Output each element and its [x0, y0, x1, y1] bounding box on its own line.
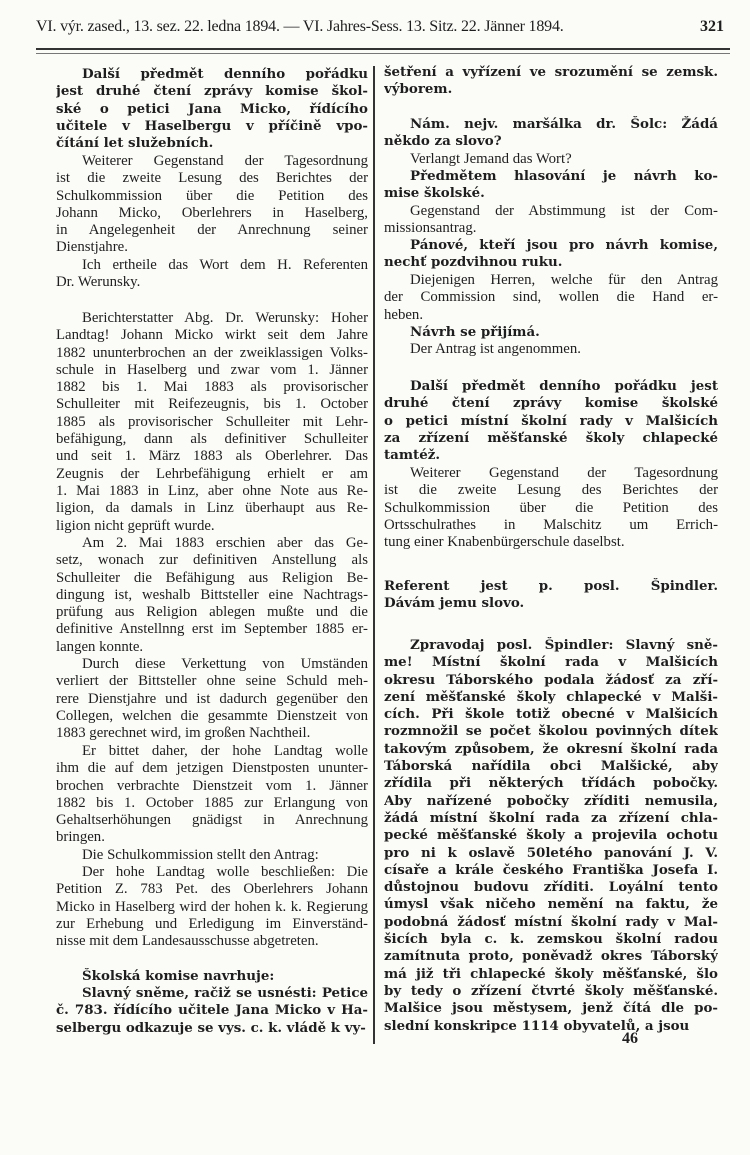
paragraph-vote-subject: [384, 168, 718, 203]
paragraph-committee-motion: [56, 985, 368, 1037]
text-line: rere Dienstjahre und ist dadurch gegenüber den: [56, 690, 368, 707]
text-line: Dr. Werunsky.: [56, 274, 141, 291]
text-line: jest druhé čtení zprávy komise škol-: [56, 83, 368, 100]
paragraph-agenda2-german: [384, 465, 718, 551]
text-line: cích. Při škole totiž obecné v Malšicích: [384, 706, 718, 723]
text-line: Der hohe Landtag wolle beschließen: Die: [82, 864, 368, 880]
text-line: me! Místní školní rada v Malšicích: [384, 654, 718, 671]
text-line: zur Erhebung und Erledigung im Einverständ-: [56, 915, 368, 932]
text-line: nechť pozdvihnou ruku.: [384, 254, 563, 271]
header-rule: [36, 48, 730, 54]
text-line: Petition Z. 783 Pet. des Oberlehrers Johann: [56, 881, 368, 898]
text-line: Zpravodaj posl. Špindler: Slavný sně-: [410, 637, 718, 653]
text-line: Předmětem hlasování je návrh ko-: [410, 168, 718, 184]
text-line: definitive Anstellnng erst im September 1885 er-: [56, 621, 368, 638]
text-line: důstojnou budovu zříditi. Loyální tento: [384, 879, 718, 896]
text-line: Verlangt Jemand das Wort?: [410, 151, 572, 167]
text-line: Gehaltserhöhungen gnädigst in Anrechnung: [56, 812, 368, 829]
text-line: 1882 ununterbrochen an der zweiklassigen Volks-: [56, 344, 368, 361]
paragraph-consequence: [56, 656, 368, 742]
text-line: ligion, da damals in Linz überhaupt aus Re-: [56, 500, 368, 517]
paragraph-vote-subject-german: [384, 203, 718, 238]
text-line: pro ni k oslavě 50letého panování J. V.: [384, 844, 718, 861]
text-line: zamítnuta proto, poněvadž okres Táborský: [384, 948, 718, 965]
text-line: Táborská nařídila obci Malšické, aby: [384, 758, 718, 775]
text-line: Micko in Haselberg wird der hohen k. k. Regierung: [56, 898, 368, 915]
text-line: Schulleiter die Befähigung aus Religion Be-: [56, 569, 368, 586]
text-line: Weiterer Gegenstand der Tagesordnung: [82, 153, 368, 169]
text-line: brochen verbrachte Dienstzeit vom 1. Jänner: [56, 777, 368, 794]
column-divider: [373, 66, 375, 1044]
paragraph-accepted: [384, 324, 718, 341]
text-line: by tedy o zřízení čtvrté školy měšťanské.: [384, 982, 718, 999]
paragraph-agenda-czech: [56, 66, 368, 152]
text-line: čítání let služebních.: [56, 135, 214, 152]
text-line: takovým způsobem, že okresní školní rada: [384, 740, 718, 757]
text-line: ské o petici Jana Micko, řídícího: [56, 100, 368, 117]
text-line: Ortsschulrathes in Malschitz um Errich-: [384, 516, 718, 533]
text-line: učitele v Haselbergu v příčině vpo-: [56, 117, 368, 134]
text-line: Diejenigen Herren, welche für den Antrag: [410, 272, 718, 288]
text-line: šicích byla c. k. zemskou školní radou: [384, 931, 718, 948]
text-line: druhé čtení zprávy komise školské: [384, 395, 718, 412]
text-line: Referent jest p. posl. Špindler.: [384, 578, 718, 594]
text-line: císaře a krále českého Františka Josefa I.: [384, 861, 718, 878]
text-line: pecké měšťanské školy a projevila ochotu: [384, 827, 718, 844]
text-line: der Commission sind, wollen die Hand er-: [384, 289, 718, 306]
text-line: zení měšťanské školy chlapecké v Malši-: [384, 688, 718, 705]
text-line: 1. Mai 1883 in Linz, aber ohne Note aus Re-: [56, 482, 368, 499]
paragraph-agenda-german: [56, 153, 368, 257]
paragraph-raise-hands: [384, 237, 718, 272]
paragraph-committee-proposes: [56, 968, 368, 985]
paragraph-word-given: [56, 257, 368, 292]
text-line: 1883 gerechnet wird, im großen Nachtheil.: [56, 725, 311, 742]
text-line: Durch diese Verkettung von Umständen: [82, 656, 368, 672]
text-line: langen konnte.: [56, 638, 144, 655]
paragraph-marshal: [384, 116, 718, 151]
paragraph-continuation: [384, 64, 718, 99]
text-line: někdo za slovo?: [384, 133, 502, 150]
text-line: Slavný sněme, račiž se usnésti: Petice: [82, 985, 368, 1001]
text-line: Návrh se přijímá.: [410, 324, 540, 340]
paragraph-law: [56, 535, 368, 656]
text-line: verliert der Bittsteller ohne seine Schuld meh-: [56, 673, 368, 690]
text-line: má již tři chlapecké školy měšťanské, šlo: [384, 965, 718, 982]
paragraph-accepted-german: [384, 341, 718, 358]
text-line: nisse mit dem Landesausschusse abgetreten.: [56, 933, 319, 950]
page-number: 321: [700, 18, 724, 35]
text-line: Schulkommission über die Petition des: [56, 187, 368, 204]
text-line: zřídila při některých třídách pobočky.: [384, 775, 718, 792]
text-line: Der Antrag ist angenommen.: [410, 341, 581, 357]
text-line: Die Schulkommission stellt den Antrag:: [82, 847, 319, 863]
text-line: o petici místní školní rady v Malšicích: [384, 412, 718, 429]
text-line: Dávám jemu slovo.: [384, 595, 525, 612]
header-title: VI. výr. zased., 13. sez. 22. ledna 1894. — VI. Jahres-Sess. 13. Sitz. 22. Jänner 1894.: [36, 18, 564, 35]
paragraph-raise-hands-german: [384, 272, 718, 324]
paragraph-request: [56, 743, 368, 847]
text-line: Johann Micko, Oberlehrers in Haselberg,: [56, 204, 368, 221]
text-line: mise školské.: [384, 185, 485, 202]
text-line: ligion nicht geprüft wurde.: [56, 517, 215, 534]
text-line: tung einer Knabenbürgerschule daselbst.: [384, 534, 625, 551]
text-line: 1882 bis 1. October 1885 zur Erlangung von: [56, 794, 368, 811]
text-line: bringen.: [56, 829, 105, 846]
text-line: Další předmět denního pořádku: [82, 66, 368, 82]
signature-mark: 46: [622, 1030, 638, 1047]
text-line: Berichterstatter Abg. Dr. Werunsky: Hoher: [82, 310, 368, 326]
text-line: tamtéž.: [384, 447, 441, 464]
text-line: Gegenstand der Abstimmung ist der Com-: [410, 203, 718, 219]
text-line: selbergu odkazuje se vys. c. k. vládě k vy-: [56, 1019, 366, 1036]
text-line: Malšice jsou městysem, jenž čítá dle po-: [384, 1000, 718, 1017]
text-line: heben.: [384, 306, 424, 323]
text-line: missionsantrag.: [384, 220, 477, 237]
paragraph-motion: [56, 864, 368, 950]
text-line: Nám. nejv. maršálka dr. Šolc: Žádá: [410, 116, 718, 132]
text-line: rozmnožil se počet školou povinných dítek: [384, 723, 718, 740]
paragraph-motion-intro: [56, 847, 368, 864]
running-header: [36, 18, 730, 42]
text-line: Collegen, welchen die gesammte Dienstzeit von: [56, 707, 368, 724]
text-line: dingung ist, weshalb Bittsteller eine Nachtrags-: [56, 586, 368, 603]
text-line: schule in Haselberg und zwar vom 1. Jänner: [56, 361, 368, 378]
text-line: befähigung, dann als definitiver Schulleiter: [56, 431, 368, 448]
text-line: Am 2. Mai 1883 erschien aber das Ge-: [82, 535, 368, 551]
text-line: šetření a vyřízení ve srozumění se zemsk.: [384, 64, 718, 80]
text-line: Schulleiter mit Reifezeugnis, bis 1. October: [56, 396, 368, 413]
text-line: Weiterer Gegenstand der Tagesordnung: [410, 465, 718, 481]
text-line: ist die zweite Lesung des Berichtes der: [384, 482, 718, 499]
text-line: žádá místní školní rada za zřízení chla-: [384, 809, 718, 826]
text-line: Schulkommission über die Petition des: [384, 499, 718, 516]
text-line: Dienstjahre.: [56, 239, 128, 256]
text-line: Er bittet daher, der hohe Landtag wolle: [82, 743, 368, 759]
text-line: výborem.: [384, 81, 453, 98]
text-line: za zřízení měšťanské školy chlapecké: [384, 429, 718, 446]
text-line: okresu Táborského podala žádosť za zří-: [384, 671, 718, 688]
text-line: 1882 bis 1. Mai 1883 als provisorischer: [56, 379, 368, 396]
paragraph-marshal-german: [384, 151, 718, 168]
text-line: podobná žádosť místní školní rady v Mal-: [384, 913, 718, 930]
text-line: 1885 als provisorischer Schulleiter mit Lehr-: [56, 413, 368, 430]
paragraph-report: [56, 310, 368, 535]
text-line: in Angelegenheit der Anrechnung seiner: [56, 222, 368, 239]
text-line: Pánové, kteří jsou pro návrh komise,: [410, 237, 718, 253]
paragraph-spindler-report: [384, 637, 718, 1035]
text-line: Landtag! Johann Micko wirkt seit dem Jahre: [56, 327, 368, 344]
text-line: setz, wonach zur definitiven Anstellung als: [56, 552, 368, 569]
text-line: Další předmět denního pořádku jest: [410, 378, 718, 394]
text-line: úmysl však ničeho nemění na faktu, že: [384, 896, 718, 913]
text-line: prüfung aus Religion ablegen mußte und die: [56, 604, 368, 621]
text-line: Ich ertheile das Wort dem H. Referenten: [82, 257, 368, 273]
text-line: ihm die auf dem jetzigen Dienstposten ununter-: [56, 760, 368, 777]
text-line: č. 783. řídícího učitele Jana Micko v Ha-: [56, 1002, 368, 1019]
text-line: Zeugnis der Lehrbefähigung erhielt er am: [56, 465, 368, 482]
text-line: Aby nařízené pobočky zříditi nemusila,: [384, 792, 718, 809]
text-line: ist die zweite Lesung des Berichtes der: [56, 170, 368, 187]
text-line: und seit 1. März 1883 als Oberlehrer. Das: [56, 448, 368, 465]
text-line: slední konskripce 1114 obyvatelů, a jsou: [384, 1017, 690, 1034]
text-line: Školská komise navrhuje:: [82, 968, 275, 984]
paragraph-referent: [384, 578, 718, 613]
paragraph-agenda2-czech: [384, 378, 718, 464]
